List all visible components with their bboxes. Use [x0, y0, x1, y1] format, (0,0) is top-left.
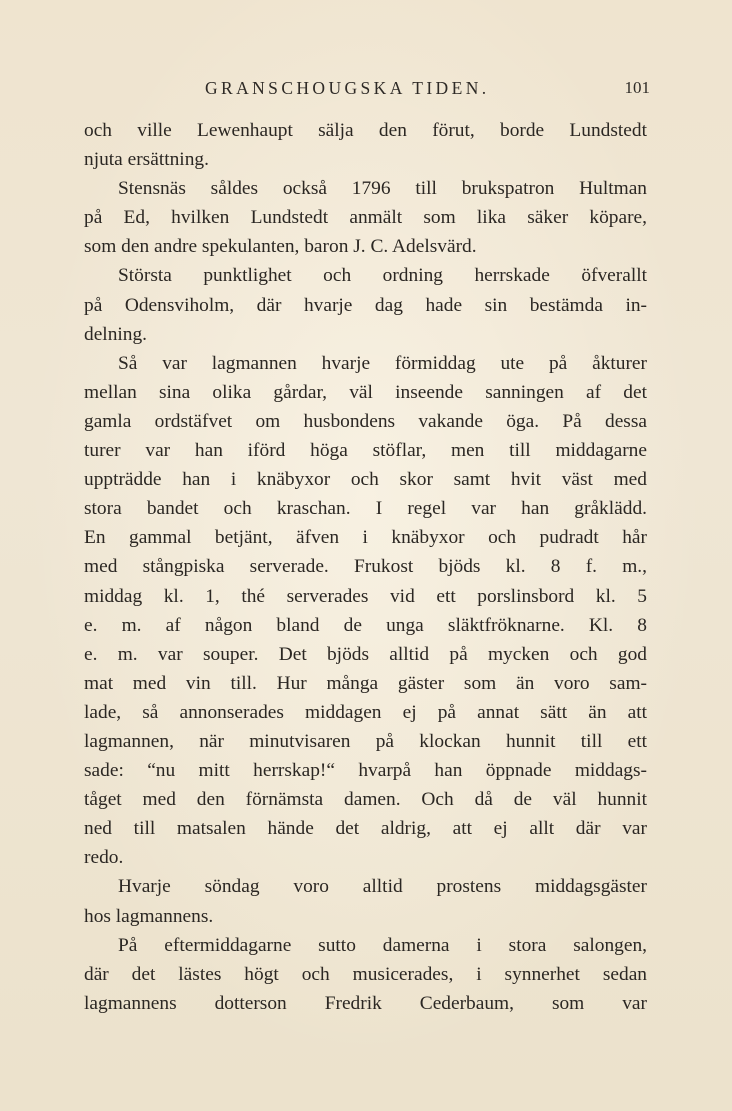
page-header	[84, 78, 650, 104]
text-line: och ville Lewenhaupt sälja den förut, borde Lundstedt	[84, 120, 647, 141]
text-line: turer var han iförd höga stöflar, men till middagarne	[84, 440, 647, 462]
text-line: Stensnäs såldes också 1796 till brukspatron Hultman	[118, 178, 647, 200]
text-line: uppträdde han i knäbyxor och skor samt hvit väst med	[84, 469, 647, 491]
text-line: e. m. var souper. Det bjöds alltid på mycken och god	[84, 643, 647, 665]
body-text	[84, 116, 647, 1018]
text-line: På eftermiddagarne sutto damerna i stora salongen,	[118, 934, 647, 956]
text-line: lade, så annonserades middagen ej på annat sätt än att	[84, 701, 647, 723]
text-line: med stångpiska serverade. Frukost bjöds kl. 8 f. m.,	[84, 556, 647, 578]
text-line: på Ed, hvilken Lundstedt anmält som lika säker köpare,	[84, 207, 647, 229]
running-title: GRANSCHOUGSKA TIDEN.	[205, 78, 490, 98]
text-line: redo.	[84, 847, 124, 869]
text-line: på Odensviholm, där hvarje dag hade sin bestämda in-	[84, 294, 647, 316]
text-line: njuta ersättning.	[84, 149, 209, 171]
text-line: e. m. af någon bland de unga släktfröknarne. Kl. 8	[84, 614, 647, 636]
text-line: lagmannens dotterson Fredrik Cederbaum, som var	[84, 992, 647, 1014]
text-line: som den andre spekulanten, baron J. C. Adelsvärd.	[84, 236, 477, 258]
text-line: stora bandet och kraschan. I regel var han gråklädd.	[84, 498, 647, 520]
text-line: gamla ordstäfvet om husbondens vakande öga. På dessa	[84, 410, 647, 432]
text-line: mellan sina olika gårdar, väl inseende sanningen af det	[84, 381, 647, 403]
text-line: lagmannen, när minutvisaren på klockan hunnit till ett	[84, 730, 647, 752]
text-line: Största punktlighet och ordning herrskade öfverallt	[118, 265, 647, 287]
text-line: där det lästes högt och musicerades, i synnerhet sedan	[84, 963, 647, 985]
page-number: 101	[624, 78, 650, 97]
text-line: tåget med den förnämsta damen. Och då de väl hunnit	[84, 789, 647, 811]
text-line: En gammal betjänt, äfven i knäbyxor och pudradt hår	[84, 527, 647, 549]
text-line: Så var lagmannen hvarje förmiddag ute på åkturer	[118, 352, 647, 374]
text-line: ned till matsalen hände det aldrig, att ej allt där var	[84, 818, 647, 840]
text-line: hos lagmannens.	[84, 905, 214, 927]
text-line: delning.	[84, 323, 148, 345]
text-line: mat med vin till. Hur många gäster som än voro sam-	[84, 672, 647, 694]
text-line: middag kl. 1, thé serverades vid ett porslinsbord kl. 5	[84, 585, 647, 607]
text-line: sade: “nu mitt herrskap!“ hvarpå han öppnade middags-	[84, 760, 647, 782]
text-line: Hvarje söndag voro alltid prostens middagsgäster	[118, 876, 647, 898]
